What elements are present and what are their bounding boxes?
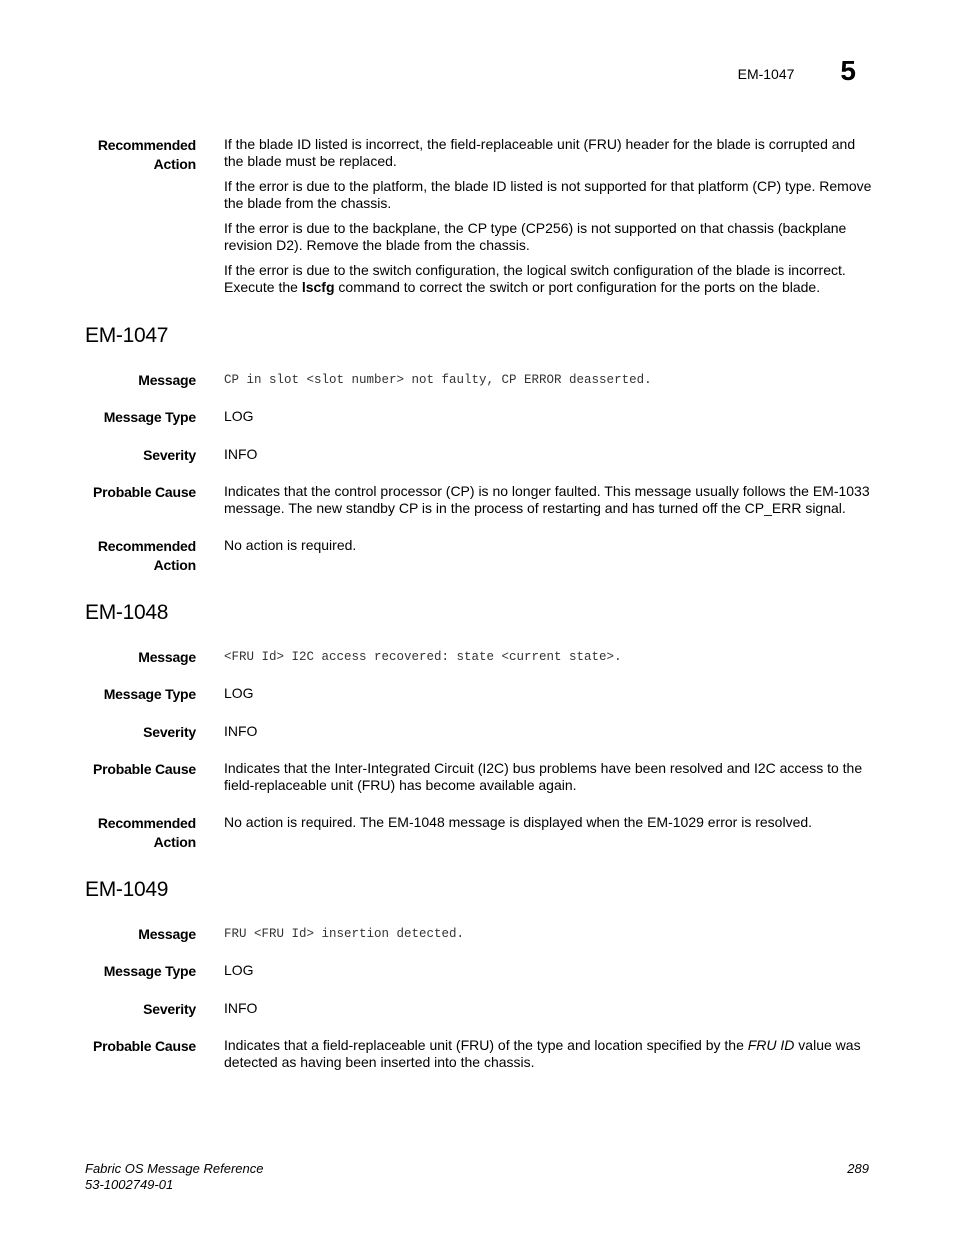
recommended-action-text: No action is required. The EM-1048 message is displayed when the EM-1029 error is resolved.	[224, 814, 813, 830]
doc-title: Fabric OS Message Reference	[85, 1161, 264, 1176]
paragraph: If the error is due to the platform, the blade ID listed is not supported for that platform (CP) type. Remove the blade from the chassis.	[224, 178, 872, 211]
emphasis-text: FRU ID	[747, 1037, 795, 1053]
paragraph	[224, 262, 874, 296]
message-text: FRU <FRU Id> insertion detected.	[224, 927, 465, 941]
running-head	[737, 55, 856, 86]
severity-value: INFO	[224, 1000, 258, 1016]
message-type-label: Message Type	[103, 963, 196, 979]
severity-value: INFO	[224, 446, 258, 462]
probable-cause-text	[224, 1037, 874, 1071]
label-line-2: Action	[153, 156, 196, 172]
paragraph: If the error is due to the backplane, the CP type (CP256) is not supported on that chassis (backplane revision D2). Remove the blade from the chassis.	[224, 220, 847, 253]
severity-label: Severity	[143, 1001, 196, 1017]
recommended-action-label	[0, 136, 196, 174]
probable-cause-label: Probable Cause	[92, 1038, 196, 1054]
running-head-title: EM-1047	[737, 66, 795, 82]
recommended-action-label	[0, 537, 196, 575]
message-label: Message	[138, 926, 196, 942]
text: Indicates that a field-replaceable unit (FRU) of the type and location specified by the	[224, 1037, 748, 1053]
message-type-label: Message Type	[103, 409, 196, 425]
message-type-value: LOG	[224, 408, 254, 424]
text: command to correct the switch or port configuration for the ports on the blade.	[334, 279, 821, 295]
text: value was detected as having been inserted into the chassis.	[224, 1037, 861, 1070]
paragraph: If the blade ID listed is incorrect, the field-replaceable unit (FRU) header for the blade is corrupted and the blade must be replaced.	[224, 136, 856, 169]
section-heading-em1049: EM-1049	[85, 878, 169, 901]
severity-label: Severity	[143, 724, 196, 740]
message-label: Message	[138, 649, 196, 665]
section-heading-em1048: EM-1048	[85, 601, 169, 624]
severity-value: INFO	[224, 723, 258, 739]
recommended-action-text	[224, 136, 874, 304]
chapter-number: 5	[840, 55, 856, 86]
recommended-action-label	[0, 814, 196, 852]
message-text: CP in slot <slot number> not faulty, CP ERROR deasserted.	[224, 373, 652, 387]
text: If the error is due to the switch configuration, the logical switch configuration of the blade is incorrect. Execute the	[224, 262, 846, 295]
probable-cause-label: Probable Cause	[92, 484, 196, 500]
command-name: lscfg	[301, 279, 335, 295]
label-line-1: Recommended	[97, 815, 196, 831]
page-number: 289	[847, 1161, 869, 1176]
message-type-label: Message Type	[103, 686, 196, 702]
label-line-2: Action	[153, 557, 196, 573]
label-line-1: Recommended	[97, 538, 196, 554]
footer	[85, 1161, 263, 1193]
severity-label: Severity	[143, 447, 196, 463]
doc-number: 53-1002749-01	[85, 1177, 174, 1192]
recommended-action-text: No action is required.	[224, 537, 357, 553]
probable-cause-label: Probable Cause	[92, 761, 196, 777]
probable-cause-text: Indicates that the Inter-Integrated Circuit (I2C) bus problems have been resolved and I2C access to the field-replaceable unit (FRU) has become available again.	[224, 760, 863, 793]
message-type-value: LOG	[224, 685, 254, 701]
message-type-value: LOG	[224, 962, 254, 978]
probable-cause-text: Indicates that the control processor (CP) is no longer faulted. This message usually follows the EM-1033 message. The new standby CP is in the process of restarting and has turned off the CP_ERR signal.	[224, 483, 870, 516]
label-line-2: Action	[153, 834, 196, 850]
label-line-1: Recommended	[97, 137, 196, 153]
message-label: Message	[138, 372, 196, 388]
message-text: <FRU Id> I2C access recovered: state <current state>.	[224, 650, 622, 664]
section-heading-em1047: EM-1047	[85, 324, 169, 347]
